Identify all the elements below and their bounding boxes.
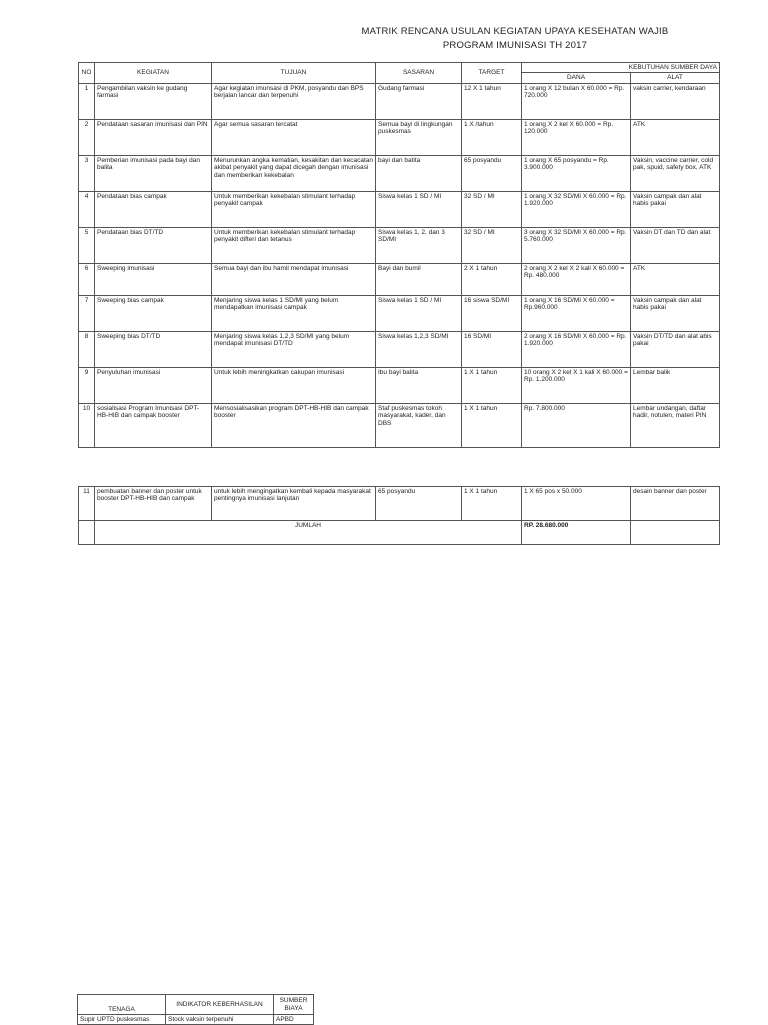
cell-no: 6	[79, 263, 95, 295]
cell-sasaran: 65 posyandu	[376, 487, 462, 521]
table-row	[79, 295, 720, 331]
cell-tenaga: Supir UPTD puskesmas	[78, 1015, 166, 1025]
table-row	[79, 367, 720, 403]
cell-target: 65 posyandu	[462, 155, 522, 191]
header-tujuan: TUJUAN	[212, 63, 376, 84]
total-row	[79, 521, 720, 545]
cell-tujuan: Untuk lebih meningkatkan cakupan imunisasi	[212, 367, 376, 403]
activity-matrix-continued-table	[78, 486, 720, 545]
cell-tujuan: Semua bayi dan ibu hamil mendapat imunisasi	[212, 263, 376, 295]
cell-target: 1 X /tahun	[462, 119, 522, 155]
cell-sasaran: Gudang farmasi	[376, 83, 462, 119]
cell-alat: ATK	[631, 263, 720, 295]
header-alat: ALAT	[631, 73, 720, 83]
cell-alat: Vaksin, vaccine carrier, cold pak, spuid, safety box, ATK	[631, 155, 720, 191]
table-row	[79, 83, 720, 119]
cell-sasaran: Siswa kelas 1 SD / MI	[376, 295, 462, 331]
table-row	[79, 331, 720, 367]
cell-target: 16 SD/MI	[462, 331, 522, 367]
cell-dana: 1 orang X 16 SD/MI X 60.000 = Rp.960.000	[522, 295, 631, 331]
cell-sasaran: Siswa kelas 1,2,3 SD/MI	[376, 331, 462, 367]
table-row	[79, 403, 720, 447]
header-no: NO	[79, 63, 95, 84]
cell-tujuan: Agar kegiatan imunsasi di PKM, posyandu dan BPS berjalan lancar dan terpenuhi	[212, 83, 376, 119]
cell-tujuan: Menjaring siswa kelas 1,2,3 SD/MI yang belum mendapat imunisasi DT/TD	[212, 331, 376, 367]
cell-kegiatan: sosialisasi Program Imunisasi DPT-HB-HIB dan campak booster	[95, 403, 212, 447]
table-row	[79, 487, 720, 521]
cell-target: 1 X 1 tahun	[462, 367, 522, 403]
header-indikator: INDIKATOR KEBERHASILAN	[166, 995, 274, 1015]
cell-dana: 3 orang X 32 SD/MI X 60.000 = Rp. 5.760.000	[522, 227, 631, 263]
header-dana: DANA	[522, 73, 631, 83]
cell-no: 3	[79, 155, 95, 191]
cell-alat: vaksin carrier, kendaraan	[631, 83, 720, 119]
cell-sasaran: Staf puskesmas tokoh masyarakat, kader, dan DBS	[376, 403, 462, 447]
cell-alat: ATK	[631, 119, 720, 155]
header-kegiatan: KEGIATAN	[95, 63, 212, 84]
cell-no: 2	[79, 119, 95, 155]
cell-target: 12 X 1 tahun	[462, 83, 522, 119]
cell-alat: Vaksin campak dan alat habis pakai	[631, 191, 720, 227]
cell-no: 9	[79, 367, 95, 403]
cell-no: 7	[79, 295, 95, 331]
cell-dana: Rp. 7.800.000	[522, 403, 631, 447]
cell-target: 32 SD / MI	[462, 227, 522, 263]
table-row	[79, 227, 720, 263]
indicator-table	[77, 994, 314, 1025]
cell-sasaran: Ibu bayi balita	[376, 367, 462, 403]
header-tenaga: TENAGA	[78, 995, 166, 1015]
cell-no: 5	[79, 227, 95, 263]
header-sasaran: SASARAN	[376, 63, 462, 84]
header-kebutuhan: KEBUTUHAN SUMBER DAYA	[522, 63, 720, 73]
cell-no: 1	[79, 83, 95, 119]
cell-alat: Vaksin campak dan alat habis pakai	[631, 295, 720, 331]
cell-sasaran: bayi dan batita	[376, 155, 462, 191]
cell-indikator: Stock vaksin terpenuhi	[166, 1015, 274, 1025]
cell-kegiatan: Pemberian imunisasi pada bayi dan balita	[95, 155, 212, 191]
table-row	[79, 191, 720, 227]
cell-sasaran: Siswa kelas 1 SD / MI	[376, 191, 462, 227]
cell-alat: Lembar undangan, daftar hadir, notulen, materi PIN	[631, 403, 720, 447]
activity-matrix-table	[78, 62, 720, 448]
cell-alat: desain banner dan poster	[631, 487, 720, 521]
cell-kegiatan: Sweeping imunisasi	[95, 263, 212, 295]
cell-dana: 2 orang X 2 kel X 2 kali X 60.000 = Rp. 480.000	[522, 263, 631, 295]
table-row	[79, 263, 720, 295]
jumlah-label: JUMLAH	[95, 521, 522, 545]
jumlah-value: RP. 28.680.000	[522, 521, 631, 545]
cell-dana: 2 orang X 16 SD/MI X 60.000 = Rp. 1.920.000	[522, 331, 631, 367]
cell-dana: 1 orang X 2 kel X 60.000 = Rp. 120.000	[522, 119, 631, 155]
cell-kegiatan: Pendataan bias campak	[95, 191, 212, 227]
cell-target: 1 X 1 tahun	[462, 487, 522, 521]
cell-no: 11	[79, 487, 95, 521]
cell-kegiatan: Penyuluhan imunisasi	[95, 367, 212, 403]
cell-target: 2 X 1 tahun	[462, 263, 522, 295]
cell-tujuan: Untuk memberikan kekebalan stimulant terhadap penyakit difteri dan tetanus	[212, 227, 376, 263]
cell-tujuan: Mensosialisasikan program DPT-HB-HIB dan campak booster	[212, 403, 376, 447]
header-sumber-biaya: SUMBER BIAYA	[274, 995, 314, 1015]
cell-kegiatan: Pengambilan vaksin ke gudang farmasi	[95, 83, 212, 119]
cell-dana: 1 orang X 12 bulan X 60.000 = Rp. 720.000	[522, 83, 631, 119]
cell-alat: Lembar balik	[631, 367, 720, 403]
cell-no: 10	[79, 403, 95, 447]
cell-no: 8	[79, 331, 95, 367]
cell-tujuan: Agar semua sasaran tercatat	[212, 119, 376, 155]
cell-sasaran: Bayi dan bumil	[376, 263, 462, 295]
cell-tujuan: Untuk memberikan kekebalan stimulant terhadap penyakit campak	[212, 191, 376, 227]
cell-target: 1 X 1 tahun	[462, 403, 522, 447]
cell-blank	[79, 521, 95, 545]
cell-kegiatan: Sweeping bias campak	[95, 295, 212, 331]
cell-sasaran: Semua bayi di lingkungan puskesmas	[376, 119, 462, 155]
cell-kegiatan: pembuatan banner dan poster untuk booster DPT-HB-HIB dan campak	[95, 487, 212, 521]
cell-kegiatan: Pendataan sasaran imunisasi dan PIN	[95, 119, 212, 155]
cell-dana: 1 orang X 32 SD/MI X 60.000 = Rp. 1.920.000	[522, 191, 631, 227]
cell-tujuan: Menjaring siswa kelas 1 SD/MI yang belum mendapatkan imunisasi campak	[212, 295, 376, 331]
cell-sumber: APBD	[274, 1015, 314, 1025]
cell-sasaran: Siswa kelas 1, 2, dan 3 SD/MI	[376, 227, 462, 263]
doc-title-line1: MATRIK RENCANA USULAN KEGIATAN UPAYA KESEHATAN WAJIB	[361, 26, 669, 37]
cell-kegiatan: Sweeping bias DT/TD	[95, 331, 212, 367]
table-row	[78, 1015, 314, 1025]
cell-blank	[631, 521, 720, 545]
cell-dana: 10 orang X 2 kel X 1 kali X 60.000 = Rp. 1.200.000	[522, 367, 631, 403]
cell-tujuan: Menurunkan angka kematian, kesakitan dan kecacatan akibat penyakit yang dapat dicegah dengan imunisasi dan memberikan kekebalan	[212, 155, 376, 191]
table-row	[79, 119, 720, 155]
cell-tujuan: untuk lebih mengingatkan kembali kepada masyarakat pentingnya imunisasi lanjutan	[212, 487, 376, 521]
cell-target: 16 siswa SD/MI	[462, 295, 522, 331]
cell-dana: 1 orang X 65 posyandu = Rp. 3.900.000	[522, 155, 631, 191]
cell-target: 32 SD / MI	[462, 191, 522, 227]
cell-kegiatan: Pendataan bias DT/TD	[95, 227, 212, 263]
table-row	[79, 155, 720, 191]
cell-dana: 1 X 65 pos x 50.000	[522, 487, 631, 521]
doc-title-line2: PROGRAM IMUNISASI TH 2017	[442, 40, 588, 51]
cell-no: 4	[79, 191, 95, 227]
header-target: TARGET	[462, 63, 522, 84]
cell-alat: Vaksin DT dan TD dan alat	[631, 227, 720, 263]
cell-alat: Vaksin DT/TD dan alat abis pakai	[631, 331, 720, 367]
